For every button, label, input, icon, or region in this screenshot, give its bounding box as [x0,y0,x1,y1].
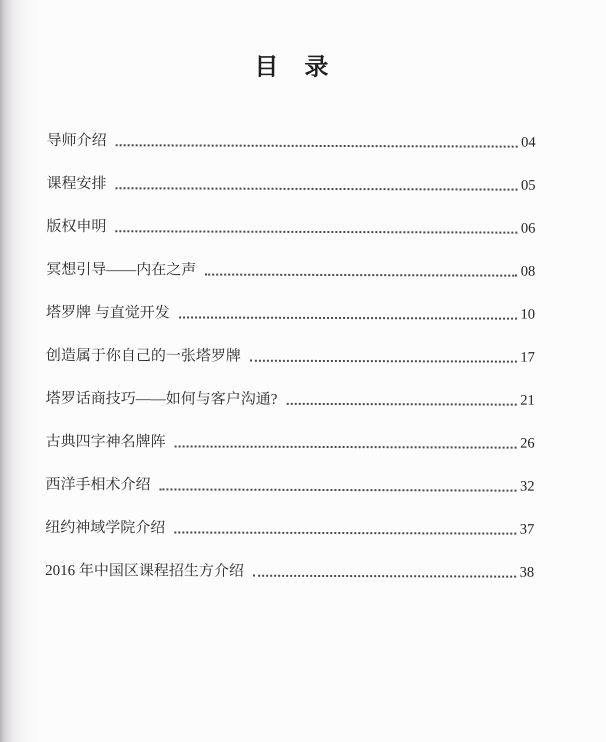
toc-entry-label: 课程安排 [46,175,107,193]
toc-entry-label: 导师介绍 [46,132,107,150]
toc-row [46,346,535,368]
toc-entry-page: 04 [521,134,536,151]
toc-entry-page: 26 [520,435,535,452]
toc-entry-label: 冥想引导——内在之声 [46,261,197,279]
toc-entry-label: 塔罗牌 与直觉开发 [46,304,170,322]
dot-leader [205,274,516,277]
page-title: 目 录 [254,54,339,82]
toc-entry-page: 10 [520,306,536,323]
dot-leader [286,403,516,406]
toc-entry-page: 38 [519,564,535,581]
toc-row [46,432,535,454]
toc-content [45,46,536,606]
toc-entry-label: 版权申明 [46,218,107,236]
toc-entry-page: 32 [519,478,535,495]
toc-row [46,217,535,239]
toc-entry-page: 21 [520,392,535,409]
dot-leader [115,230,516,233]
toc-entry-page: 05 [520,177,536,194]
toc-entry-page: 17 [520,349,535,366]
toc-row [45,518,534,540]
dot-leader [174,531,515,534]
toc-entry-page: 37 [519,521,535,538]
dot-leader [253,575,516,578]
dot-leader [250,360,516,363]
toc-list [45,131,536,583]
toc-row [46,174,535,196]
toc-entry-label: 西洋手相术介绍 [45,476,151,494]
toc-entry-label: 塔罗话商技巧——如何与客户沟通? [45,390,278,408]
dot-leader [175,445,516,448]
toc-row [47,131,536,153]
dot-leader [116,144,517,147]
toc-entry-page: 08 [520,263,536,280]
toc-entry-label: 2016 年中国区课程招生方介绍 [45,562,244,580]
toc-row [45,475,534,497]
toc-row [45,561,534,583]
toc-entry-label: 古典四字神名牌阵 [45,433,166,451]
toc-entry-label: 纽约神域学院介绍 [45,519,166,537]
dot-leader [159,488,515,491]
dot-leader [179,316,517,319]
dot-leader [116,187,517,190]
toc-row [46,303,535,325]
toc-entry-page: 06 [520,220,536,237]
toc-row [46,260,535,282]
toc-entry-label: 创造属于你自己的一张塔罗牌 [45,347,241,365]
toc-row [46,389,535,411]
